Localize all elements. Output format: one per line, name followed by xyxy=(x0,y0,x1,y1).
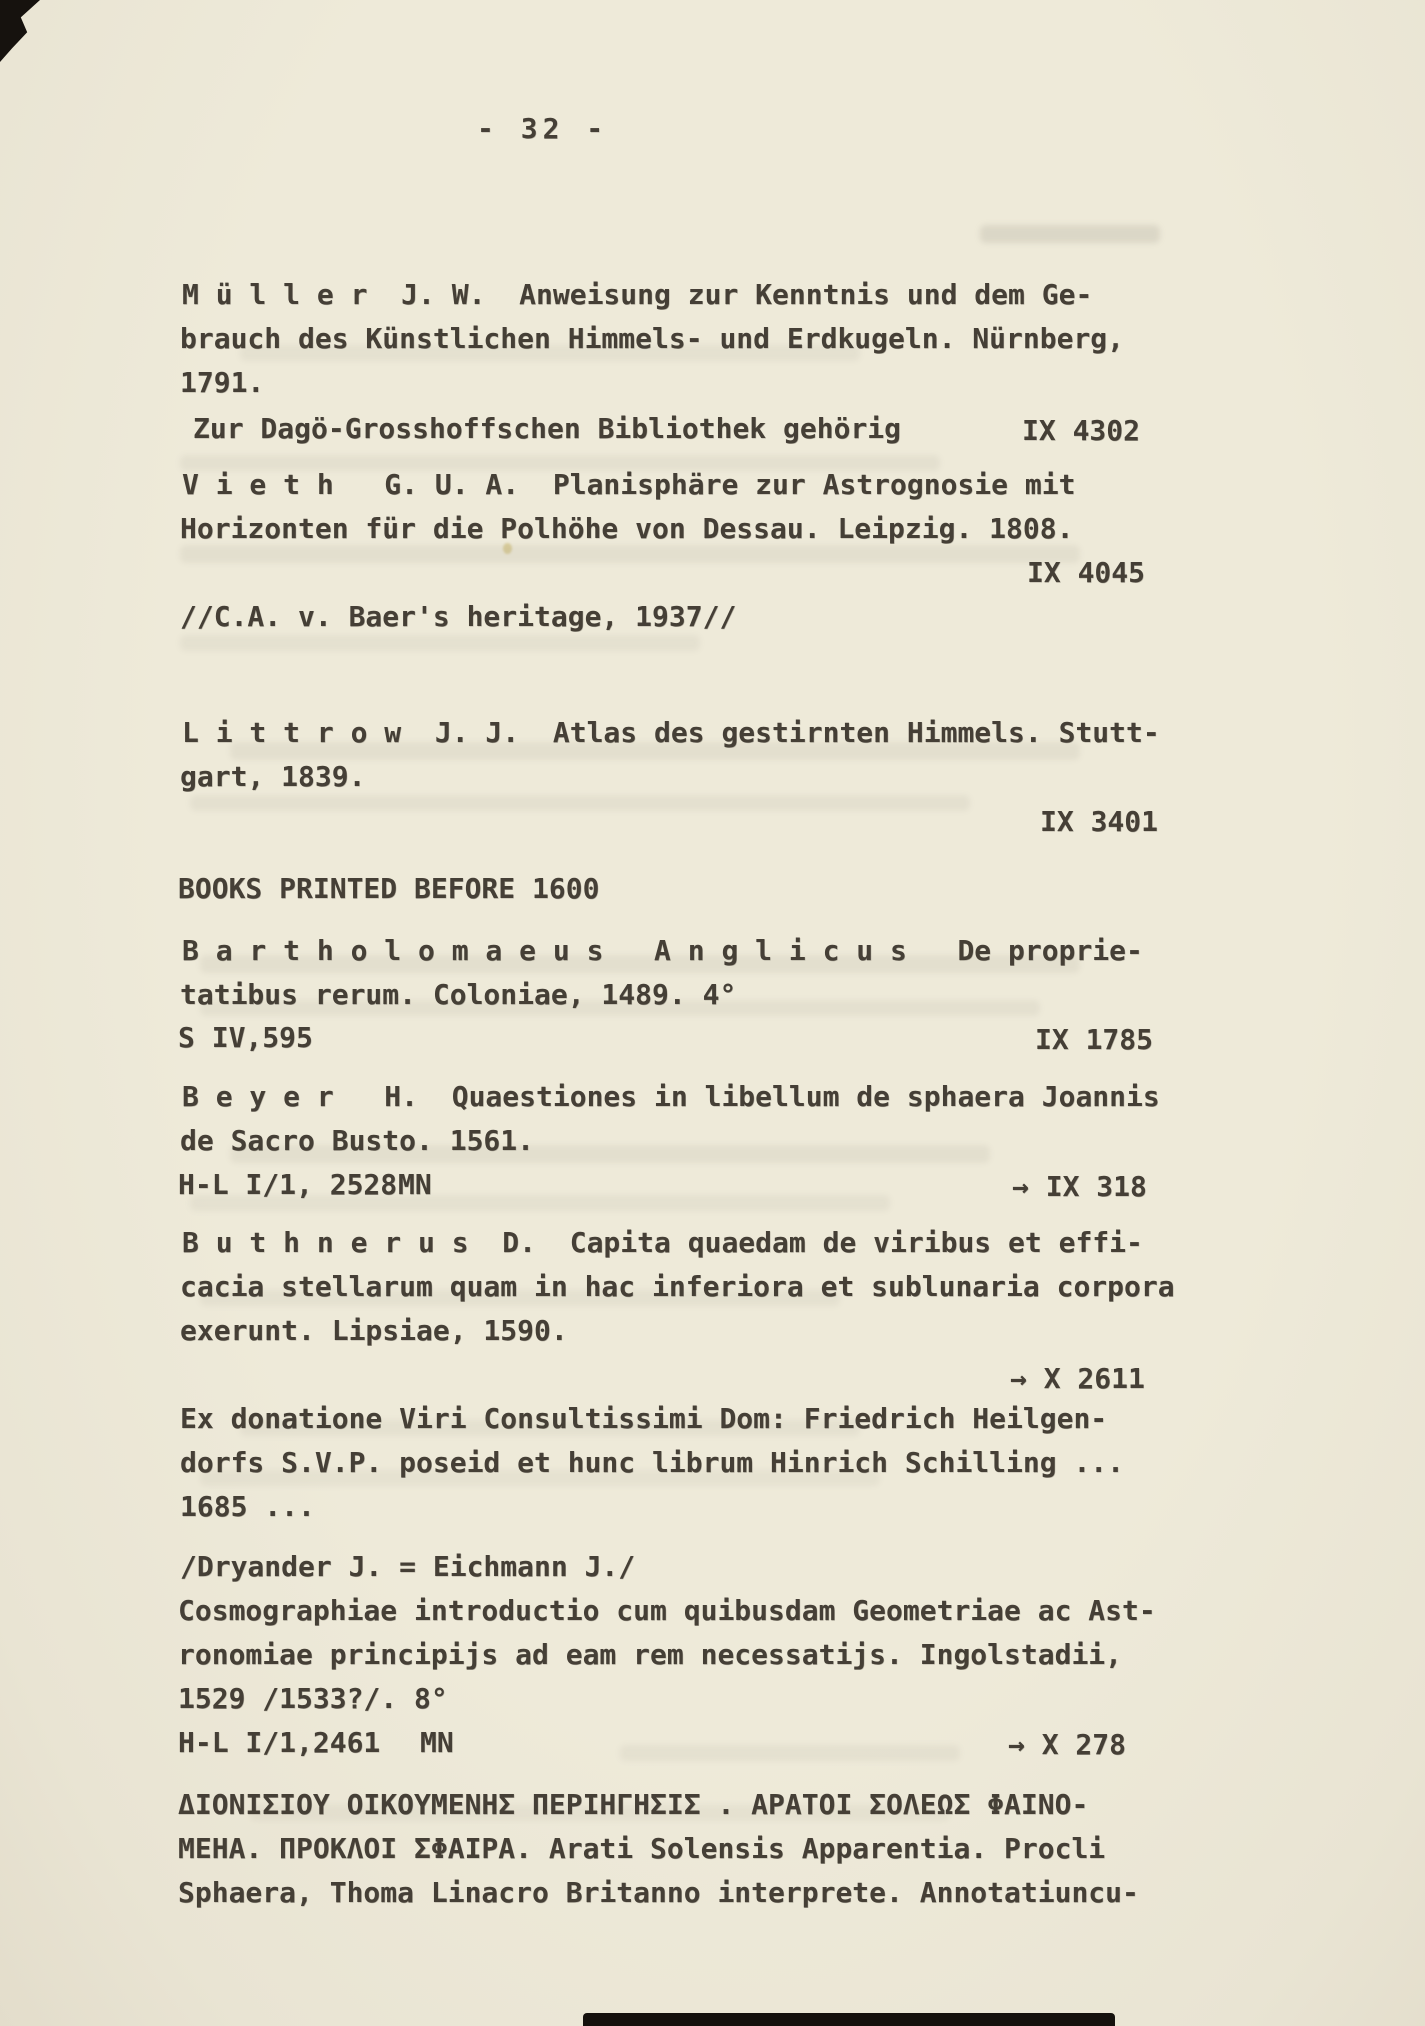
entry-dionysius-line-3: Sphaera, Thoma Linacro Britanno interprete. Annotatiuncu- xyxy=(178,1876,1139,1909)
shelfmark: IX 4302 xyxy=(1022,414,1141,447)
entry-littrow-line-1: L i t t r o w J. J. Atlas des gestirnten Himmels. Stutt- xyxy=(182,716,1160,749)
entry-mueller-provenance: Zur Dagö-Grosshoffschen Bibliothek gehörig xyxy=(193,412,902,445)
bleed-through-artifact xyxy=(190,795,970,811)
entry-dryander-note: /Dryander J. = Eichmann J./ xyxy=(180,1550,636,1583)
page-number: - 32 - xyxy=(477,112,609,145)
entry-dionysius-line-2: ΜΕΗΑ. ΠΡΟΚΛΟΙ ΣΦΑΙΡΑ. Arati Solensis Apparentia. Procli xyxy=(178,1832,1106,1865)
entry-mueller-line-3: 1791. xyxy=(180,366,265,399)
entry-beyer-line-1: B e y e r H. Quaestiones in libellum de sphaera Joannis xyxy=(182,1080,1160,1113)
entry-vieth-note: //C.A. v. Baer's heritage, 1937// xyxy=(180,600,737,633)
entry-bartholomaeus-reference: S IV,595 xyxy=(178,1021,313,1054)
bleed-through-artifact xyxy=(180,545,1080,563)
shelfmark: IX 3401 xyxy=(1040,805,1159,838)
entry-buthnerus-line-1: B u t h n e r u s D. Capita quaedam de viribus et effi- xyxy=(182,1226,1143,1259)
entry-beyer-line-2: de Sacro Busto. 1561. xyxy=(180,1124,535,1157)
entry-dionysius-line-1: ΔΙΟΝΙΣΙΟΥ ΟΙΚΟΥΜΕΝΗΣ ΠΕΡΙΗΓΗΣΙΣ . ΑΡΑΤΟΙ ΣΟΛΕΩΣ ΦΑΙΝΟ- xyxy=(178,1788,1089,1821)
shelfmark: IX 1785 xyxy=(1035,1023,1154,1056)
provenance-ex-donatione-line-3: 1685 ... xyxy=(180,1490,315,1523)
entry-bartholomaeus-line-1: B a r t h o l o m a e u s A n g l i c u s De proprie- xyxy=(182,934,1143,967)
provenance-ex-donatione-line-2: dorfs S.V.P. poseid et hunc librum Hinrich Schilling ... xyxy=(180,1446,1125,1479)
entry-mueller-line-1: M ü l l e r J. W. Anweisung zur Kenntnis und dem Ge- xyxy=(182,278,1093,311)
entry-dryander-reference: H-L I/1,2461 xyxy=(178,1726,381,1759)
scan-corner-artifact xyxy=(0,0,40,62)
shelfmark-with-arrow: → X 2611 xyxy=(1010,1362,1145,1395)
entry-beyer-annotator: MN xyxy=(398,1168,432,1201)
shelfmark-with-arrow: → IX 318 xyxy=(1012,1170,1147,1203)
entry-dryander-line-1: Cosmographiae introductio cum quibusdam Geometriae ac Ast- xyxy=(178,1594,1156,1627)
bleed-through-artifact xyxy=(620,1745,960,1761)
entry-buthnerus-line-2: cacia stellarum quam in hac inferiora et sublunaria corpora xyxy=(180,1270,1175,1303)
shelfmark-with-arrow: → X 278 xyxy=(1008,1728,1127,1761)
entry-vieth-line-1: V i e t h G. U. A. Planisphäre zur Astrognosie mit xyxy=(182,468,1076,501)
entry-dryander-line-3: 1529 /1533?/. 8° xyxy=(178,1682,448,1715)
provenance-ex-donatione-line-1: Ex donatione Viri Consultissimi Dom: Friedrich Heilgen- xyxy=(180,1402,1108,1435)
bleed-through-artifact xyxy=(180,635,700,651)
shelfmark: IX 4045 xyxy=(1027,556,1146,589)
scan-edge-artifact xyxy=(583,2013,1115,2026)
entry-dryander-annotator: MN xyxy=(420,1726,454,1759)
entry-bartholomaeus-line-2: tatibus rerum. Coloniae, 1489. 4° xyxy=(180,978,737,1011)
entry-littrow-line-2: gart, 1839. xyxy=(180,760,366,793)
section-heading: BOOKS PRINTED BEFORE 1600 xyxy=(178,872,600,905)
entry-dryander-line-2: ronomiae principijs ad eam rem necessatijs. Ingolstadii, xyxy=(178,1638,1123,1671)
entry-beyer-reference: H-L I/1, 2528 xyxy=(178,1168,398,1201)
entry-buthnerus-line-3: exerunt. Lipsiae, 1590. xyxy=(180,1314,568,1347)
bleed-through-artifact xyxy=(980,225,1160,243)
entry-vieth-line-2: Horizonten für die Polhöhe von Dessau. Leipzig. 1808. xyxy=(180,512,1074,545)
entry-mueller-line-2: brauch des Künstlichen Himmels- und Erdkugeln. Nürnberg, xyxy=(180,322,1125,355)
